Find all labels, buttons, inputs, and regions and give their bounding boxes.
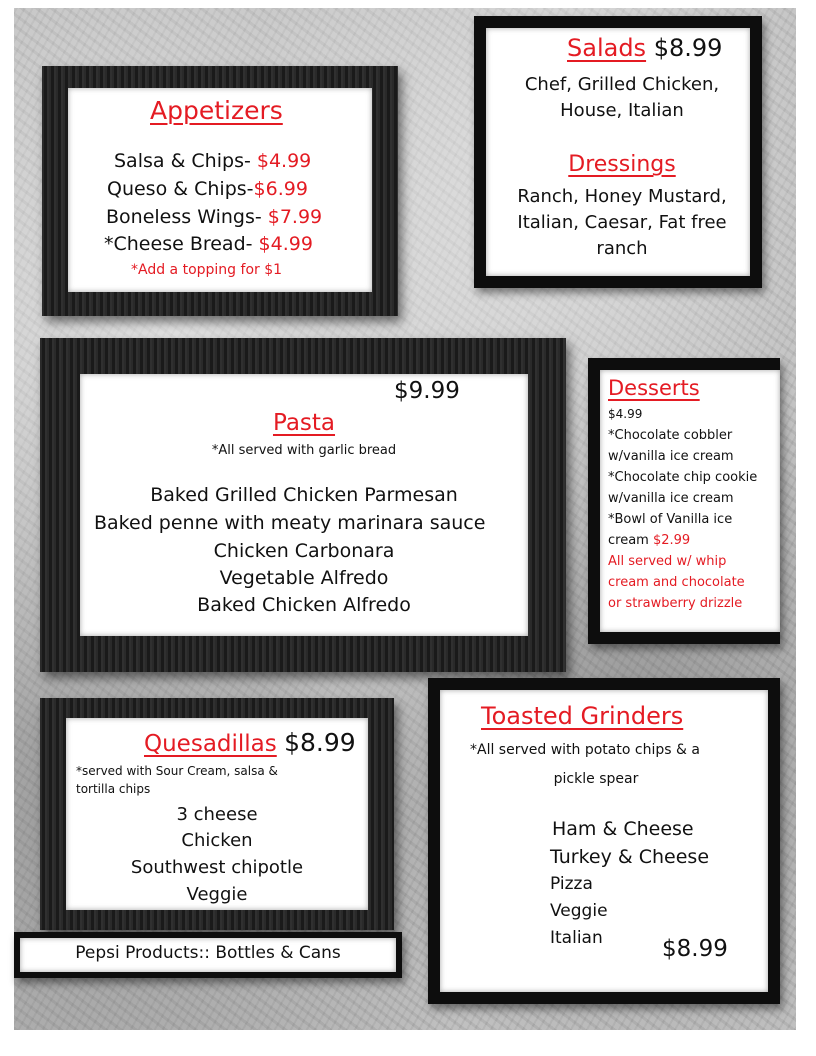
quesadilla-item: Veggie: [186, 884, 248, 905]
grinders-note: pickle spear: [553, 771, 639, 787]
pasta-item: Vegetable Alfredo: [219, 567, 389, 589]
dessert-line: cream $2.99: [608, 533, 691, 548]
desserts-title: Desserts: [608, 376, 700, 400]
grinders-note: *All served with potato chips & a: [470, 742, 700, 758]
appetizers-note: *Add a topping for $1: [131, 262, 283, 278]
salads-line: House, Italian: [560, 100, 684, 121]
quesadillas-price: $8.99: [284, 728, 356, 757]
dressings-line: ranch: [596, 238, 648, 259]
dessert-note: All served w/ whip: [608, 554, 727, 569]
pasta-item: Baked Grilled Chicken Parmesan: [150, 484, 458, 506]
salads-title: Salads: [567, 34, 647, 62]
grinder-item: Pizza: [550, 874, 593, 894]
dessert-line: *Bowl of Vanilla ice: [608, 512, 733, 527]
dessert-note: or strawberry drizzle: [608, 596, 743, 611]
quesadilla-item: 3 cheese: [176, 804, 258, 825]
salads-price: $8.99: [653, 34, 723, 62]
dressings-line: Ranch, Honey Mustard,: [517, 186, 727, 207]
grinder-item: Italian: [550, 928, 603, 948]
grinder-item: Turkey & Cheese: [550, 846, 710, 868]
salads-heading: [567, 34, 722, 62]
appetizer-item: *Cheese Bread- $4.99: [104, 233, 313, 255]
grinder-item: Ham & Cheese: [552, 818, 694, 840]
appetizer-item: Boneless Wings- $7.99: [106, 206, 323, 228]
drinks-label: Pepsi Products:: Bottles & Cans: [75, 943, 341, 963]
appetizer-item: Salsa & Chips- $4.99: [114, 150, 312, 172]
quesadilla-item: Chicken: [181, 830, 253, 851]
quesadillas-title: Quesadillas: [144, 731, 277, 757]
pasta-note: *All served with garlic bread: [211, 443, 397, 458]
salads-line: Chef, Grilled Chicken,: [524, 74, 720, 95]
quesadillas-note: *served with Sour Cream, salsa &: [76, 764, 278, 778]
dessert-line: *Chocolate cobbler: [608, 428, 733, 443]
quesadillas-note: tortilla chips: [76, 782, 151, 796]
grinder-item: Veggie: [550, 901, 608, 921]
dressings-line: Italian, Caesar, Fat free: [517, 212, 727, 233]
quesadilla-item: Southwest chipotle: [130, 857, 304, 878]
quesadillas-heading: [144, 728, 356, 757]
pasta-item: Chicken Carbonara: [213, 540, 395, 562]
dressings-title: Dressings: [568, 152, 676, 177]
grinders-price: $8.99: [662, 936, 728, 962]
pasta-price: $9.99: [394, 378, 460, 404]
dessert-line: w/vanilla ice cream: [608, 449, 734, 464]
grinders-title: Toasted Grinders: [481, 702, 684, 730]
dessert-line: *Chocolate chip cookie: [608, 470, 758, 485]
dessert-note: cream and chocolate: [608, 575, 745, 590]
pasta-title: Pasta: [272, 410, 336, 436]
pasta-item: Baked penne with meaty marinara sauce: [94, 512, 486, 534]
appetizers-title: Appetizers: [150, 96, 283, 125]
appetizer-item: Queso & Chips-$6.99: [107, 178, 308, 200]
pasta-item: Baked Chicken Alfredo: [197, 594, 411, 616]
dessert-line: w/vanilla ice cream: [608, 491, 734, 506]
desserts-price: $4.99: [608, 407, 643, 421]
